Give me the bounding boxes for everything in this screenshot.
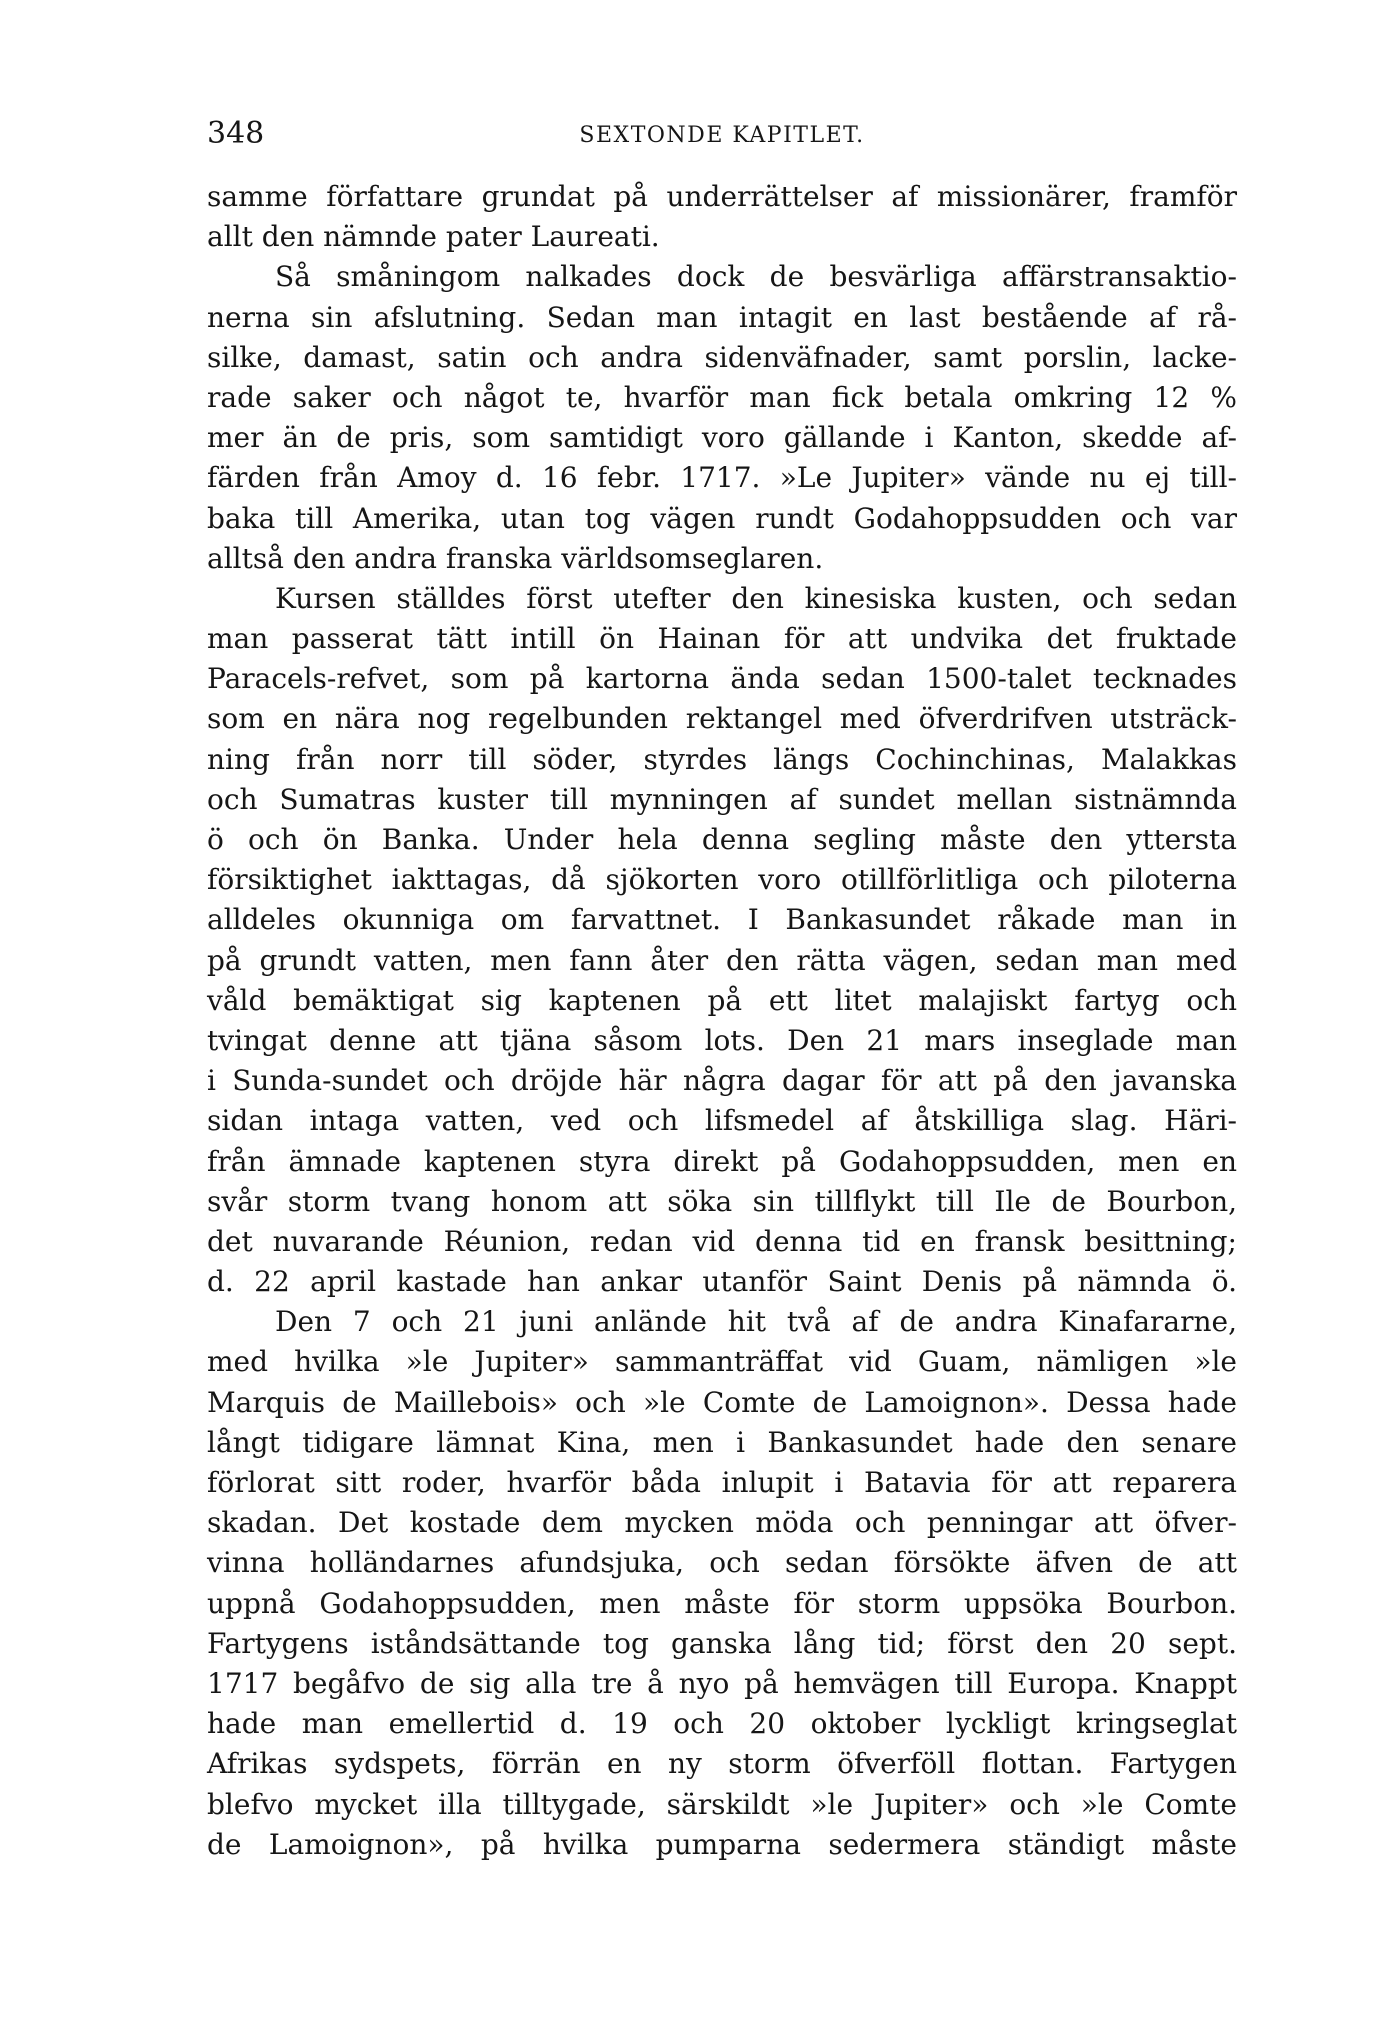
text-line: skadan. Det kostade dem mycken möda och penningar att öfver- [207,1506,1237,1540]
text-line: 1717 begåfvo de sig alla tre å nyo på hemvägen till Europa. Knappt [207,1666,1237,1700]
text-line: man passerat tätt intill ön Hainan för att undvika det fruktade [207,622,1237,656]
text-line: förlorat sitt roder, hvarför båda inlupit i Batavia för att reparera [207,1466,1237,1499]
text-line: svår storm tvang honom att söka sin tillflykt till Ile de Bourbon, [207,1184,1237,1218]
text-line: sidan intaga vatten, ved och lifsmedel af åtskilliga slag. Häri- [207,1104,1237,1138]
text-line: de Lamoignon», på hvilka pumparna sedermera ständigt måste [207,1827,1237,1861]
chapter-title: SEXTONDE KAPITLET. [579,123,865,148]
text-line: vinna holländarnes afundsjuka, och sedan försökte äfven de att [207,1546,1237,1580]
text-line: Kursen ställdes först utefter den kinesiska kusten, och sedan [275,581,1237,615]
text-line: alltså den andra franska världsomseglaren. [207,541,824,575]
text-line: Paracels-refvet, som på kartorna ända sedan 1500-talet tecknades [207,662,1237,696]
text-line: ö och ön Banka. Under hela denna segling måste den yttersta [207,823,1237,856]
text-line: på grundt vatten, men fann åter den rätta vägen, sedan man med [207,943,1237,977]
text-line: d. 22 april kastade han ankar utanför Saint Denis på nämnda ö. [207,1265,1237,1299]
text-line: i Sunda-sundet och dröjde här några dagar för att på den javanska [207,1064,1237,1098]
text-line: färden från Amoy d. 16 febr. 1717. »Le Jupiter» vände nu ej till- [207,461,1237,495]
text-line: samme författare grundat på underrättelser af missionärer, framför [207,180,1237,213]
text-line: blefvo mycket illa tilltygade, särskildt »le Jupiter» och »le Comte [207,1787,1237,1821]
running-head [207,114,1237,154]
text-line: långt tidigare lämnat Kina, men i Bankasundet hade den senare [207,1425,1237,1459]
text-line: och Sumatras kuster till mynningen af sundet mellan sistnämnda [207,782,1237,816]
text-line: Afrikas sydspets, förrän en ny storm öfverföll flottan. Fartygen [207,1747,1237,1781]
text-line: som en nära nog regelbunden rektangel med öfverdrifven utsträck- [207,702,1237,736]
page-number: 348 [207,116,265,151]
text-line: Marquis de Maillebois» och »le Comte de Lamoignon». Dessa hade [207,1385,1237,1419]
body-text [207,177,1237,1865]
text-line: Så småningom nalkades dock de besvärliga affärstransaktio- [275,260,1237,294]
text-line: baka till Amerika, utan tog vägen rundt Godahoppsudden och var [207,501,1237,535]
text-line: uppnå Godahoppsudden, men måste för storm uppsöka Bourbon. [207,1586,1237,1620]
text-line: våld bemäktigat sig kaptenen på ett litet malajiskt fartyg och [207,983,1237,1017]
text-line: från ämnade kaptenen styra direkt på Godahoppsudden, men en [207,1144,1237,1178]
text-line: Den 7 och 21 juni anlände hit två af de andra Kinafararne, [275,1305,1237,1339]
text-line: tvingat denne att tjäna såsom lots. Den 21 mars inseglade man [207,1023,1237,1057]
text-line: nerna sin afslutning. Sedan man intagit en last bestående af rå- [207,300,1237,334]
text-line: med hvilka »le Jupiter» sammanträffat vid Guam, nämligen »le [207,1345,1237,1379]
text-line: silke, damast, satin och andra sidenväfnader, samt porslin, lacke- [207,340,1237,374]
text-line: alldeles okunniga om farvattnet. I Bankasundet råkade man in [207,903,1237,937]
text-line: Fartygens iståndsättande tog ganska lång tid; först den 20 sept. [207,1626,1237,1660]
text-line: ning från norr till söder, styrdes längs Cochinchinas, Malakkas [207,742,1237,776]
text-line: det nuvarande Réunion, redan vid denna tid en fransk besittning; [207,1224,1237,1258]
text-line: hade man emellertid d. 19 och 20 oktober lyckligt kringseglat [207,1707,1237,1741]
text-line: allt den nämnde pater Laureati. [207,220,660,254]
text-line: försiktighet iakttagas, då sjökorten voro otillförlitliga och piloterna [207,863,1237,897]
text-line: rade saker och något te, hvarför man fick betala omkring 12 % [207,380,1237,414]
text-line: mer än de pris, som samtidigt voro gällande i Kanton, skedde af- [207,421,1237,455]
